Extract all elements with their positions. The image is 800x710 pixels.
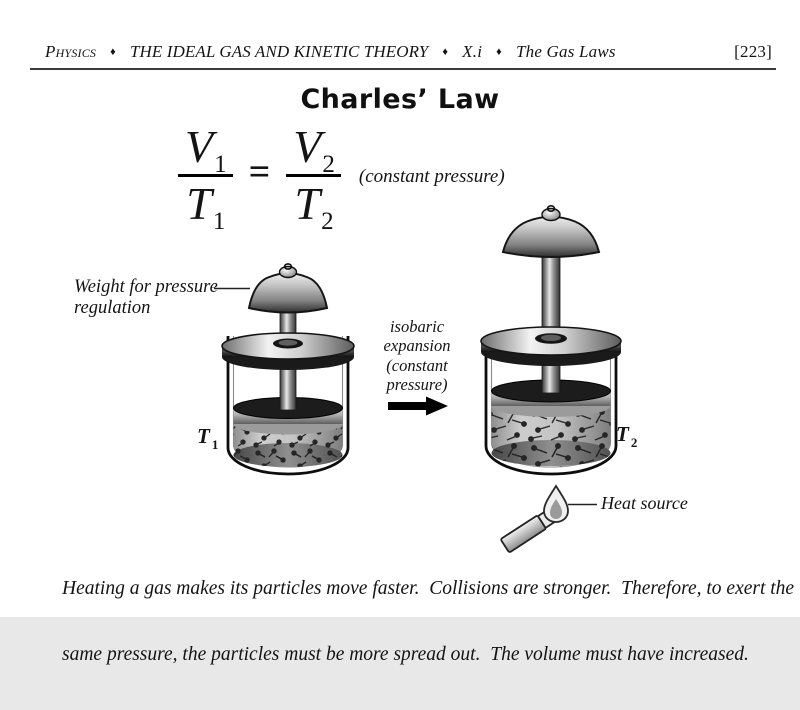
t1-subscript: 1 <box>211 437 219 452</box>
right-pressure-weight <box>503 206 599 257</box>
t2-subscript: 2 <box>321 208 334 235</box>
process-label-line4: pressure) <box>386 375 448 395</box>
left-cylinder-assembly <box>222 264 354 474</box>
weight-label <box>74 277 218 318</box>
heat-source-label: Heat source <box>601 493 688 513</box>
diamond-separator-icon: ♦ <box>442 46 449 58</box>
v2-symbol: V <box>293 121 322 172</box>
process-label-line2: expansion <box>383 336 451 356</box>
right-piston-rod <box>542 250 560 393</box>
page-title: Charles’ Law <box>300 84 500 115</box>
isobaric-expansion-label <box>366 317 468 395</box>
v2-subscript: 2 <box>322 151 335 178</box>
diamond-separator-icon: ♦ <box>110 46 116 58</box>
t1-symbol: T <box>197 424 210 448</box>
right-cylinder-assembly <box>481 206 621 474</box>
caption-line-1: Heating a gas makes its particles move faster. Collisions are stronger. Therefore, to exert the <box>62 578 795 600</box>
flame-icon <box>544 486 568 522</box>
header-subject: Physics <box>45 42 97 61</box>
left-pressure-weight <box>249 264 327 313</box>
left-lid <box>222 333 354 370</box>
t1-symbol: T <box>186 178 212 229</box>
explanatory-caption <box>62 534 794 710</box>
t2-symbol: T <box>616 422 629 446</box>
v1-symbol: V <box>185 121 214 172</box>
right-lid <box>481 327 621 366</box>
diamond-separator-icon: ♦ <box>496 46 502 58</box>
constant-pressure-note: (constant pressure) <box>358 165 505 187</box>
t2-subscript: 2 <box>630 435 638 450</box>
header-unit: THE IDEAL GAS AND KINETIC THEORY <box>129 42 429 61</box>
process-label-line1: isobaric <box>389 317 445 336</box>
header-section: X.i <box>462 42 483 61</box>
expansion-arrow-icon <box>388 397 448 416</box>
equals-sign: = <box>248 150 271 193</box>
t1-subscript: 1 <box>212 208 226 235</box>
t1-label <box>197 424 219 452</box>
header-topic: The Gas Laws <box>515 42 616 61</box>
weight-label-line2: regulation <box>74 297 151 318</box>
caption-line-2: same pressure, the particles must be more spread out. The volume must have increased. <box>62 644 749 666</box>
page-number: [223] <box>734 42 772 61</box>
weight-label-line1: Weight for pressure <box>74 277 218 297</box>
t2-symbol: T <box>294 178 321 229</box>
v1-subscript: 1 <box>214 151 227 178</box>
t2-label <box>616 422 638 450</box>
process-label-line3: (constant <box>386 355 448 375</box>
